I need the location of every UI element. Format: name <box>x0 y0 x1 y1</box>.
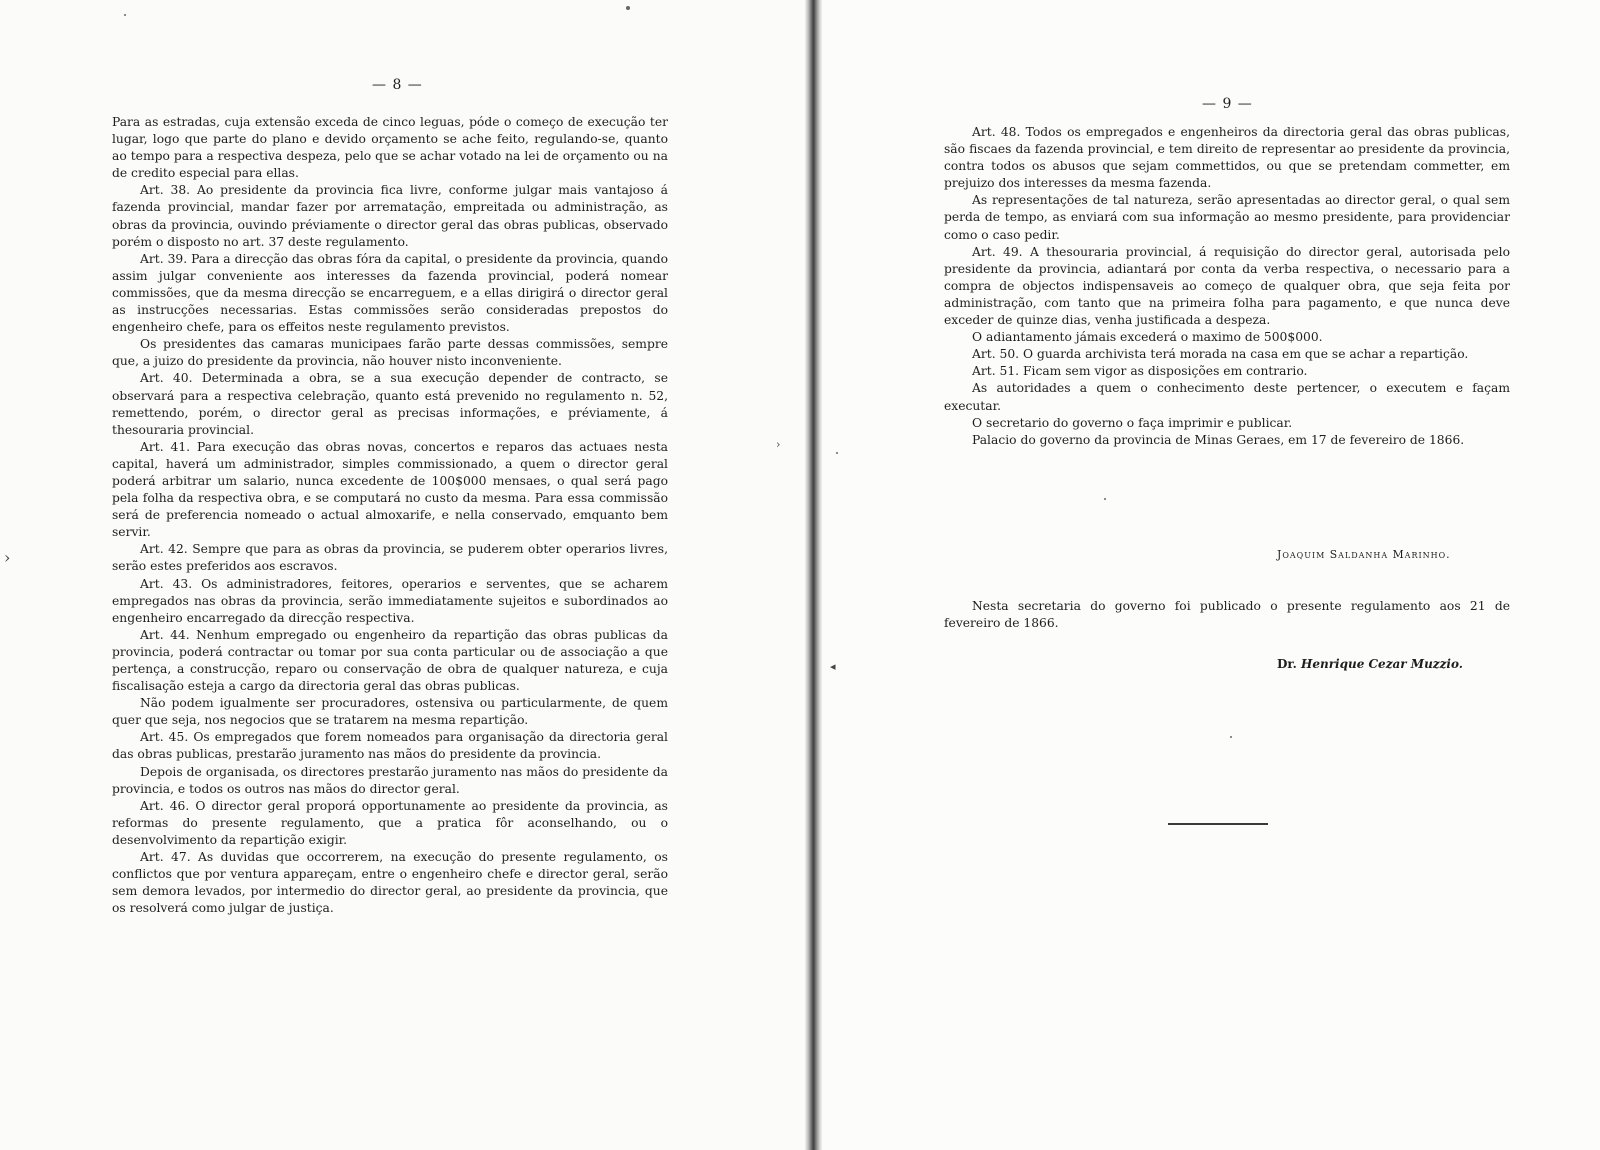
article-45-paragraph: Depois de organisada, os directores prestarão juramento nas mãos do presidente da provincia, e todos os outros nas mãos do director geral. <box>112 764 668 796</box>
article-51: Art. 51. Ficam sem vigor as disposições em contrario. <box>972 364 1308 379</box>
scan-mark: › <box>776 438 781 451</box>
article-41: Art. 41. Para execução das obras novas, concertos e reparos das actuaes nesta capital, haverá um administrador, simples commissionado, a quem o director geral poderá arbitrar um salario, nunca excedente de 100$000 mensaes, o qual será pago pela folha da respectiva obra, e se computará no custo da mesma. Para essa commissão será de preferencia nomeado o actual almoxarife, e nella conservado, emquanto bem servir. <box>112 439 668 540</box>
paragraph-continuation: Para as estradas, cuja extensão exceda de cinco leguas, póde o começo de execução ter lugar, logo que parte do plano e devido orçamento se ache feito, regulando-se, quanto ao tempo para a respectiva despeza, pelo que se achar votado na lei de orçamento ou na de credito especial para ellas. <box>112 115 668 181</box>
article-49: Art. 49. A thesouraria provincial, á requisição do director geral, autorisada pelo presidente da provincia, adiantará por conta da verba respectiva, o necessario para a compra de objectos indispensaveis ao começo de qualquer obra, que seja feita por administração, com tanto que na primeira folha para pagamento, e que nunca deve exceder de quinze dias, venha justificada a despeza. <box>944 244 1510 328</box>
signature-title: Dr. <box>1277 657 1297 671</box>
scan-speck <box>626 6 630 10</box>
authorities-clause: As autoridades a quem o conhecimento deste pertencer, o executem e façam executar. <box>944 381 1510 413</box>
article-44-paragraph: Não podem igualmente ser procuradores, ostensiva ou particularmente, de quem quer que seja, nos negocios que se tratarem na mesma repartição. <box>112 696 668 728</box>
article-43: Art. 43. Os administradores, feitores, operarios e serventes, que se acharem empregados nas obras da provincia, serão immediatamente sujeitos e subordinados ao engenheiro encarregado da direcção respectiva. <box>112 576 668 625</box>
article-48: Art. 48. Todos os empregados e engenheiros da directoria geral das obras publicas, são fiscaes da fazenda provincial, e tem direito de representar ao presidente da provincia, contra todos os abusos que sejam commettidos, ou que se pretendam commetter, em prejuizo dos interesses da mesma fazenda. <box>944 125 1510 191</box>
article-47: Art. 47. As duvidas que occorrerem, na execução do presente regulamento, os conflictos que por ventura appareçam, entre o engenheiro chefe e director geral, serão sem demora levados, por intermedio do director geral, ao presidente da provincia, que os resolverá como julgar de justiça. <box>112 850 668 916</box>
signature-saldanha-marinho: Joaquim Saldanha Marinho. <box>1277 548 1451 561</box>
scan-speck <box>836 452 838 454</box>
signature-name: Henrique Cezar Muzzio. <box>1301 657 1463 671</box>
article-39: Art. 39. Para a direcção das obras fóra da capital, o presidente da provincia, quando assim julgar conveniente aos interesses da fazenda provincial, poderá nomear commissões, que da mesma direcção se encarreguem, e a ellas dirigirá o director geral as instrucções necessarias. Estas commissões serão consideradas prepostos do engenheiro chefe, para os effeitos neste regulamento previstos. <box>112 251 668 335</box>
right-page-body <box>944 124 1510 449</box>
article-48-paragraph: As representações de tal natureza, serão apresentadas ao director geral, o qual sem perda de tempo, as enviará com sua informação ao mesmo presidente, para providenciar como o caso pedir. <box>944 193 1510 242</box>
publication-note-text: Nesta secretaria do governo foi publicado o presente regulamento aos 21 de fevereiro de 1866. <box>944 599 1510 631</box>
scan-speck <box>124 14 126 16</box>
article-42: Art. 42. Sempre que para as obras da provincia, se puderem obter operarios livres, serão estes preferidos aos escravos. <box>112 542 668 574</box>
article-39-paragraph: Os presidentes das camaras municipaes farão parte dessas commissões, sempre que, a juizo do presidente da provincia, não houver nisto inconveniente. <box>112 337 668 369</box>
scan-speck <box>1230 736 1232 738</box>
publication-note <box>944 598 1510 633</box>
article-40: Art. 40. Determinada a obra, se a sua execução depender de contracto, se observará para a respectiva celebração, quanto está prevenido no regulamento n. 52, remettendo, porém, o director geral as precisas informações, e préviamente, á thesouraria provincial. <box>112 371 668 437</box>
signature-muzzio <box>1277 657 1463 671</box>
article-45: Art. 45. Os empregados que forem nomeados para organisação da directoria geral das obras publicas, prestarão juramento nas mãos do presidente da provincia. <box>112 730 668 762</box>
scan-mark: ◂ <box>830 660 836 673</box>
page-number-9: — 9 — <box>1202 96 1253 112</box>
scan-speck <box>1104 498 1106 500</box>
closing-rule <box>1168 823 1268 825</box>
page-number-8: — 8 — <box>372 77 423 93</box>
article-46: Art. 46. O director geral proporá opportunamente ao presidente da provincia, as reformas do presente regulamento, que a pratica fôr aconselhando, ou o desenvolvimento da repartição exigir. <box>112 798 668 847</box>
date-line: Palacio do governo da provincia de Minas Geraes, em 17 de fevereiro de 1866. <box>972 432 1465 447</box>
secretary-clause: O secretario do governo o faça imprimir e publicar. <box>972 415 1293 430</box>
article-49-paragraph: O adiantamento jámais excederá o maximo de 500$000. <box>972 330 1323 345</box>
binding-gutter <box>805 0 822 1150</box>
scan-mark: › <box>4 548 11 567</box>
article-50: Art. 50. O guarda archivista terá morada na casa em que se achar a repartição. <box>972 347 1469 362</box>
article-38: Art. 38. Ao presidente da provincia fica livre, conforme julgar mais vantajoso á fazenda provincial, mandar fazer por arrematação, empreitada ou administração, as obras da provincia, ouvindo préviamente o director geral das obras publicas, observado porém o disposto no art. 37 deste regulamento. <box>112 183 668 249</box>
article-44: Art. 44. Nenhum empregado ou engenheiro da repartição das obras publicas da provincia, poderá contractar ou tomar por sua conta particular ou de associação a que pertença, a construcção, reparo ou conservação de obra de qualquer natureza, e cuja fiscalisação esteja a cargo da directoria geral das obras publicas. <box>112 627 668 694</box>
left-page-body <box>112 114 668 917</box>
